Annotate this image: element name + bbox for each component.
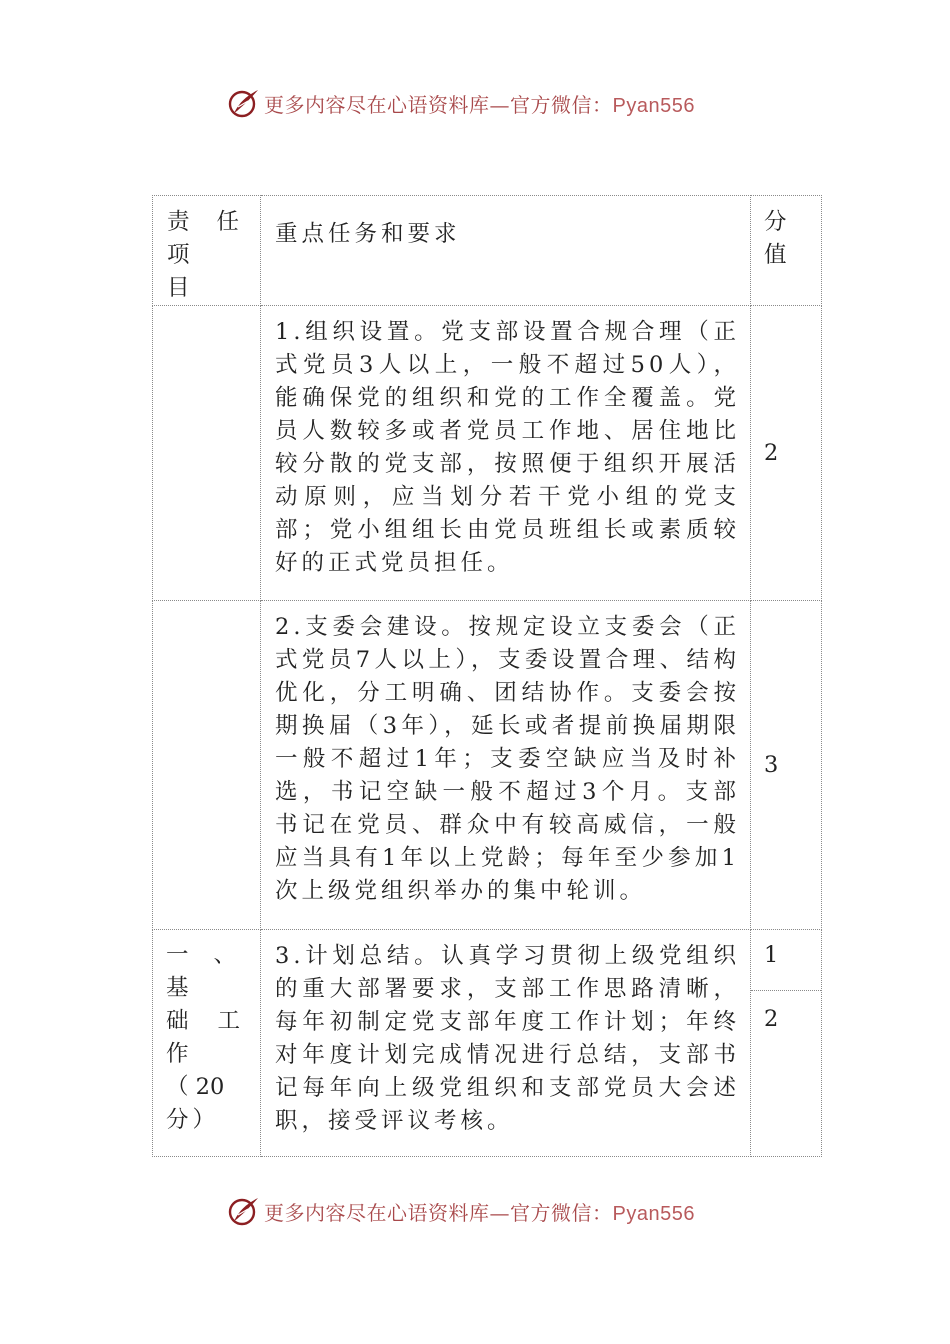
header-banner	[228, 86, 695, 120]
quill-logo-icon	[228, 87, 260, 119]
task-cell: 3.计划总结。认真学习贯彻上级党组织的重大部署要求，支部工作思路清晰，每年初制定党支部年度工作计划；年终对年度计划完成情况进行总结，支部书记每年向上级党组织和支部党员大会述职，接受评议考核。	[261, 930, 751, 1157]
score-cell: 3	[751, 601, 822, 930]
score-cell: 2	[751, 306, 822, 601]
score-b: 2	[764, 1006, 783, 1032]
header-item: 责任项 目	[153, 196, 261, 306]
header-score: 分 值	[751, 196, 822, 306]
table-header-row	[153, 196, 822, 306]
category-cell-empty	[153, 306, 261, 601]
category-cell-empty	[153, 601, 261, 930]
category-label: 一、基 础工作 （ 20 分）	[166, 942, 250, 1133]
task-cell: 2.支委会建设。按规定设立支委会（正式党员7人以上），支委设置合理、结构优化，分工明确、团结协作。支委会按期换届（3年），延长或者提前换届期限一般不超过1年；支委空缺应当及时补选，书记空缺一般不超过3个月。支部书记在党员、群众中有较高威信，一般应当具有1年以上党龄；每年至少参加1次上级党组织举办的集中轮训。	[261, 601, 751, 930]
score-a: 1	[751, 930, 821, 991]
quill-logo-icon	[228, 1195, 260, 1227]
banner-text: 更多内容尽在心语资料库—官方微信：Pyan556	[264, 92, 695, 117]
table-row	[153, 306, 822, 601]
task-cell: 1.组织设置。党支部设置合规合理（正式党员3人以上，一般不超过50人），能确保党的组织和党的工作全覆盖。党员人数较多或者党员工作地、居住地比较分散的党支部，按照便于组织开展活动原则，应当划分若干党小组的党支部；党小组组长由党员班组长或素质较好的正式党员担任。	[261, 306, 751, 601]
table-row	[153, 930, 822, 1157]
wechat-id: Pyan556	[612, 94, 695, 117]
responsibility-table	[152, 195, 822, 1157]
banner-text: 更多内容尽在心语资料库—官方微信：Pyan556	[264, 1200, 695, 1225]
table-row	[153, 601, 822, 930]
footer-banner	[228, 1194, 695, 1228]
wechat-id: Pyan556	[612, 1202, 695, 1225]
header-tasks: 重点任务和要求	[261, 196, 751, 306]
score-cell-split	[751, 930, 822, 1157]
category-cell	[153, 930, 261, 1157]
